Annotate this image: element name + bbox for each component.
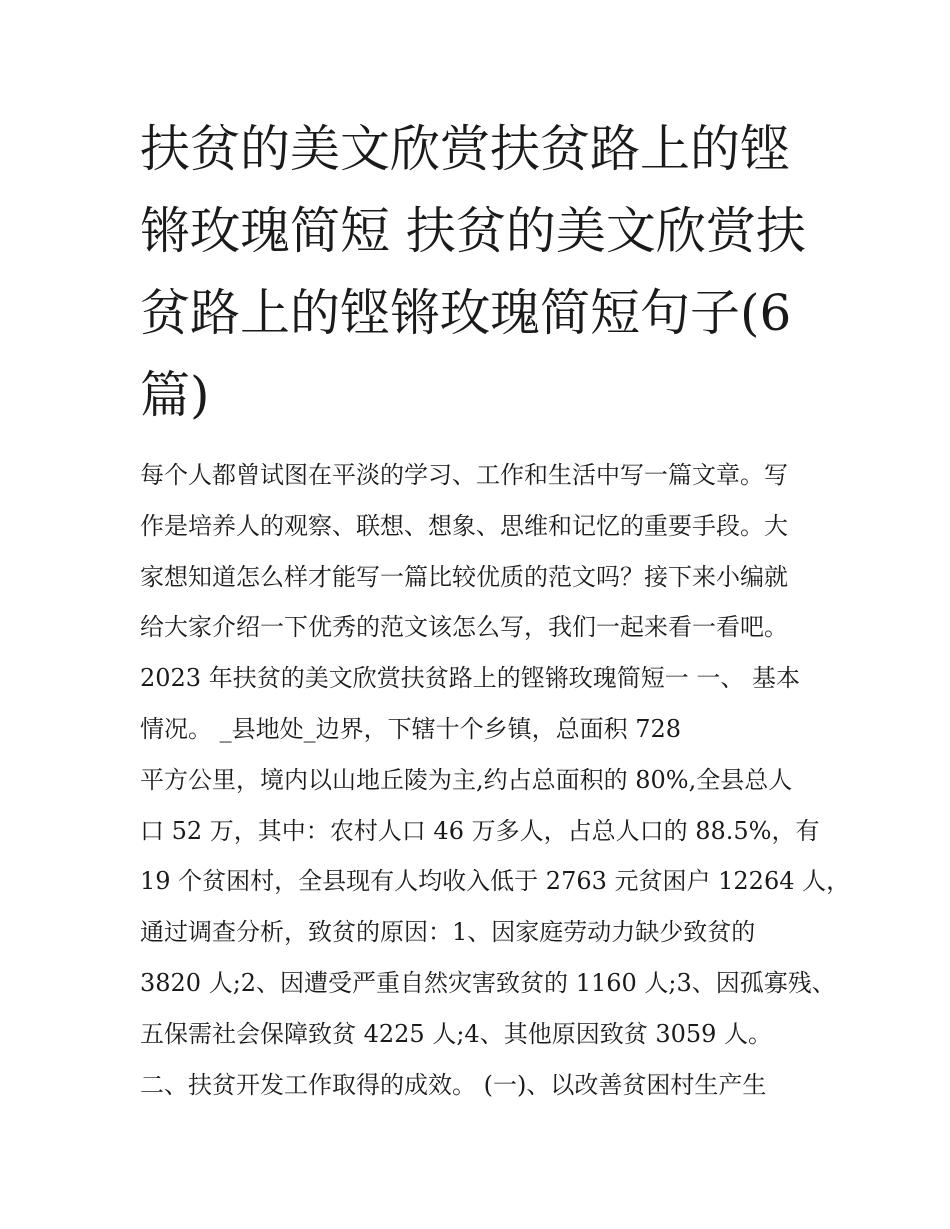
document-title xyxy=(140,108,820,436)
body-line: 19 个贫困村，全县现有人均收入低于 2763 元贫困户 12264 人， xyxy=(140,867,851,896)
body-line: 五保需社会保障致贫 4225 人;4、其他原因致贫 3059 人。 xyxy=(140,1019,773,1048)
body-line: 通过调查分析，致贫的原因：1、因家庭劳动力缺少致贫的 xyxy=(140,918,756,947)
title-line: 锵玫瑰简短 扶贫的美文欣赏扶 xyxy=(140,202,806,260)
body-line: 2023 年扶贫的美文欣赏扶贫路上的铿锵玫瑰简短一 一、 基本 xyxy=(140,664,800,693)
body-line: 给大家介绍一下优秀的范文该怎么写，我们一起来看一看吧。 xyxy=(140,613,788,642)
body-line: 情况。 _县地处_边界，下辖十个乡镇，总面积 728 xyxy=(140,714,682,743)
body-line: 二、扶贫开发工作取得的成效。 (一)、以改善贫困村生产生 xyxy=(140,1070,767,1099)
body-line: 3820 人;2、因遭受严重自然灾害致贫的 1160 人;3、因孤寡残、 xyxy=(140,968,836,997)
body-line: 作是培养人的观察、联想、想象、思维和记忆的重要手段。大 xyxy=(140,511,788,540)
body-line: 家想知道怎么样才能写一篇比较优质的范文吗？接下来小编就 xyxy=(140,562,788,591)
title-line: 扶贫的美文欣赏扶贫路上的铿 xyxy=(140,120,790,178)
body-line: 每个人都曾试图在平淡的学习、工作和生活中写一篇文章。写 xyxy=(140,461,788,489)
document-page xyxy=(140,108,851,1110)
body-line: 平方公里，境内以山地丘陵为主,约占总面积的 80%,全县总人 xyxy=(140,765,793,794)
title-line: 篇) xyxy=(140,366,210,424)
document-body xyxy=(140,450,851,1110)
body-line: 口 52 万，其中：农村人口 46 万多人，占总人口的 88.5%，有 xyxy=(140,816,820,845)
title-line: 贫路上的铿锵玫瑰简短句子(6 xyxy=(140,284,792,342)
